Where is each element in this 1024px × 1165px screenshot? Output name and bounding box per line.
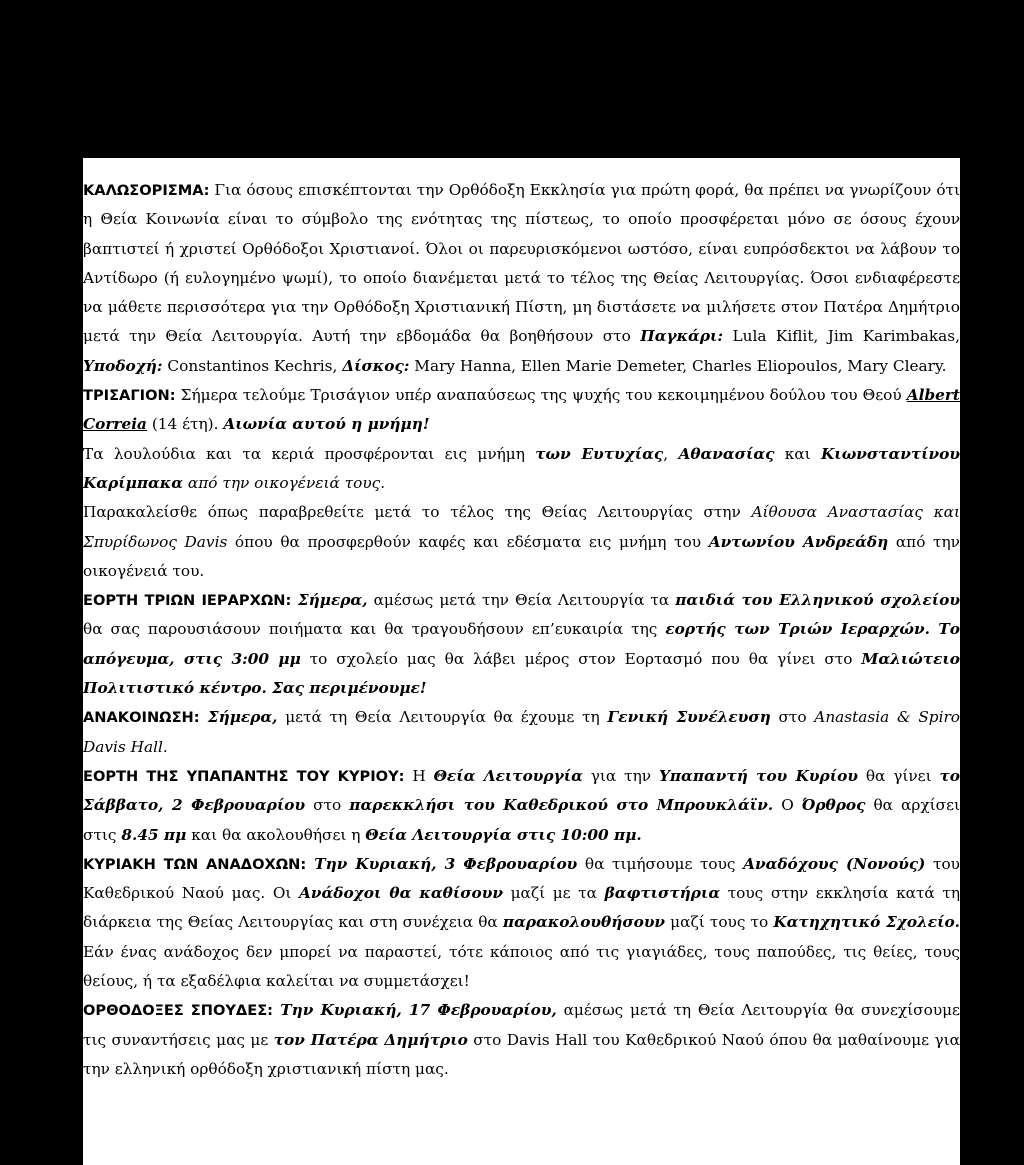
flowers-sep-2: και xyxy=(774,444,822,463)
godparents-attend: παρακολουθήσουν xyxy=(502,913,666,932)
coffee-text: Παρακαλείσθε όπως παραβρεθείτε μετά το τέλος της Θείας Λειτουργίας στην xyxy=(83,503,752,522)
godparents-heading: ΚΥΡΙΑΚΗ ΤΩΝ ΑΝΑΔΟΧΩΝ: xyxy=(83,855,307,873)
diskos-names: Mary Hanna, Ellen Marie Demeter, Charles Eliopoulos, Mary Cleary. xyxy=(409,356,947,375)
godparents-text-5: μαζί τους το xyxy=(665,913,774,932)
bulletin-content xyxy=(83,176,960,1084)
presentation-date: το Σάββατο, 2 Φεβρουαρίου xyxy=(83,766,960,815)
presentation-text-5: Ο xyxy=(773,796,802,815)
welcome-paragraph xyxy=(83,176,960,381)
godparents-text-6: Εάν ένας ανάδοχος δεν μπορεί να παραστεί, τότε κάποιος από τις γιαγιάδες, τους παπούδες, τις θείες, τους θείους, ή τα εξαδέλφια καλείται να συμμετάσχει! xyxy=(83,942,960,991)
coffee-name: Αντωνίου Ανδρεάδη xyxy=(708,532,889,551)
deceased-name: Albert Correia xyxy=(83,386,960,434)
announcement-today: Σήμερα, xyxy=(199,708,278,727)
three-hierarchs-afternoon: Το απόγευμα, στις 3:00 μμ xyxy=(83,620,960,668)
header-bar xyxy=(83,103,960,158)
flowers-sep-1: , xyxy=(663,444,679,463)
presentation-heading: ΕΟΡΤΗ ΤΗΣ ΥΠΑΠΑΝΤΗΣ ΤΟΥ ΚΥΡΙΟΥ: xyxy=(83,767,405,785)
presentation-liturgy-time: Θεία Λειτουργία στις 10:00 πμ. xyxy=(365,825,642,844)
coffee-text-3: από την οικογένειά του. xyxy=(83,532,960,580)
diskos-label: Δίσκος: xyxy=(342,356,410,375)
presentation-orthros: Όρθρος xyxy=(801,796,866,815)
cultural-center: Μαλιώτειο Πολιτιστικό κέντρο. Σας περιμένουμε! xyxy=(83,649,960,698)
pangari-label: Παγκάρι: xyxy=(640,327,724,346)
presentation-text: Η xyxy=(404,766,434,785)
presentation-text-7: και θα ακολουθήσει η xyxy=(186,825,366,844)
three-hierarchs-text-3: το σχολείο μας θα λάβει μέρος στον Εορτασμό που θα γίνει στο xyxy=(300,649,862,668)
godparents-text-3: μαζί με τα xyxy=(502,884,605,903)
announcement-text: μετά τη Θεία Λειτουργία θα έχουμε τη xyxy=(277,708,608,727)
three-hierarchs-today: Σήμερα, xyxy=(291,591,368,610)
three-hierarchs-heading: ΕΟΡΤΗ ΤΡΙΩΝ ΙΕΡΑΡΧΩΝ: xyxy=(83,592,292,610)
trisagion-age: (14 έτη). xyxy=(146,415,224,434)
coffee-paragraph xyxy=(83,498,960,586)
flowers-paragraph xyxy=(83,440,960,499)
presentation-chapel: παρεκκλήσι του Καθεδρικού στο Μπρουκλάϊν. xyxy=(349,796,774,815)
godparents-paragraph xyxy=(83,850,960,996)
ypodoxi-label: Υποδοχή: xyxy=(83,356,163,375)
bulletin-page xyxy=(83,103,960,1165)
godparents-text: θα τιμήσουμε τους xyxy=(577,854,744,873)
studies-father: τον Πατέρα Δημήτριο xyxy=(273,1030,468,1049)
flowers-name-2: Αθανασίας xyxy=(678,444,775,463)
presentation-text-2: για την xyxy=(582,766,659,785)
trisagion-heading: ΤΡΙΣΑΓΙΟΝ: xyxy=(83,387,176,405)
godparents-sit: Ανάδοχοι θα καθίσουν xyxy=(299,884,503,903)
flowers-name-1: των Ευτυχίας xyxy=(535,444,664,463)
announcement-paragraph xyxy=(83,703,960,762)
coffee-hall: Αίθουσα Αναστασίας και Σπυρίδωνος Davis xyxy=(83,503,960,551)
welcome-text: Για όσους επισκέπτονται την Ορθόδοξη Εκκλησία για πρώτη φορά, θα πρέπει να γνωρίζουν ότι η Θεία Κοινωνία είναι το σύμβολο της ενότητας της πίστεως, το οποίο προσφέρεται μόνο σε όσους έχουν βαπτιστεί ή χριστεί Ορθόδοξοι Χριστιανοί. Όλοι οι παρευρισκόμενοι ωστόσο, είναι ευπρόσδεκτοι να λάβουν το Αντίδωρο (ή ευλογημένο ψωμί), το οποίο διανέμεται μετά το τέλος της Θείας Λειτουργίας. Όσοι ενδιαφέρεστε να μάθετε περισσότερα για την Ορθόδοξη Χριστιανική Πίστη, μη διστάσετε να μιλήσετε στον Πατέρα Δημήτριο μετά την Θεία Λειτουργία. Αυτή την εβδομάδα θα βοηθήσουν στο xyxy=(83,181,960,346)
welcome-heading: ΚΑΛΩΣΟΡΙΣΜΑ: xyxy=(83,182,210,199)
trisagion-text: Σήμερα τελούμε Τρισάγιον υπέρ αναπαύσεως της ψυχής του κεκοιμημένου δούλου του Θεού xyxy=(175,386,907,405)
announcement-text-2: στο xyxy=(770,708,815,727)
presentation-text-4: στο xyxy=(305,796,350,815)
pangari-names: Lula Kiflit, Jim Karimbakas, xyxy=(723,327,960,346)
three-hierarchs-text-2: θα σας παρουσιάσουν ποιήματα και θα τραγουδήσουν επ’ευκαιρία της xyxy=(83,620,666,639)
greek-school-children: παιδιά του Ελληνικού σχολείου xyxy=(675,591,960,610)
flowers-name-3: Κιωνσταντίνου Καρίμπακα xyxy=(83,444,960,492)
general-assembly: Γενική Συνέλευση xyxy=(607,708,771,727)
presentation-text-6: θα αρχίσει στις xyxy=(83,796,960,844)
godparents-text-4: τους στην εκκλησία κατά τη διάρκεια της Θείας Λειτουργίας και στη συνέχεια θα xyxy=(83,884,960,932)
presentation-paragraph xyxy=(83,762,960,850)
catechism-school: Κατηχητικό Σχολείο. xyxy=(773,913,960,932)
godparents-name: Αναδόχους (Νονούς) xyxy=(743,854,926,873)
announcement-heading: ΑΝΑΚΟΙΝΩΣΗ: xyxy=(83,709,200,727)
flowers-text: Τα λουλούδια και τα κεριά προσφέρονται εις μνήμη xyxy=(83,444,536,463)
flowers-family: από την οικογένειά τους. xyxy=(183,473,386,492)
godchildren: βαφτιστήρια xyxy=(604,884,721,903)
studies-text: αμέσως μετά τη Θεία Λειτουργία θα συνεχίσουμε τις συναντήσεις μας με xyxy=(83,1001,960,1049)
godparents-text-2: του Καθεδρικού Ναού μας. Οι xyxy=(83,854,960,903)
coffee-text-2: όπου θα προσφερθούν καφές και εδέσματα εις μνήμη του xyxy=(227,532,709,551)
studies-heading: ΟΡΘΟΔΟΞΕΣ ΣΠΟΥΔΕΣ: xyxy=(83,1002,273,1020)
three-hierarchs-paragraph xyxy=(83,586,960,703)
presentation-liturgy: Θεία Λειτουργία xyxy=(433,766,583,785)
announcement-hall: Anastasia & Spiro Davis Hall. xyxy=(83,708,961,756)
presentation-feast: Υπαπαντή του Κυρίου xyxy=(658,766,858,785)
studies-text-2: στο Davis Hall του Καθεδρικού Ναού όπου θα μαθαίνουμε για την ελληνική ορθόδοξη χριστιανική πίστη μας. xyxy=(83,1030,960,1078)
presentation-text-3: θα γίνει xyxy=(857,766,940,785)
three-hierarchs-feast: εορτής των Τριών Ιεραρχών. xyxy=(665,620,930,639)
three-hierarchs-text: αμέσως μετά την Θεία Λειτουργία τα xyxy=(367,591,676,610)
trisagion-paragraph xyxy=(83,381,960,440)
studies-date: Την Κυριακή, 17 Φεβρουαρίου, xyxy=(273,1001,557,1020)
presentation-time-1: 8.45 πμ xyxy=(121,825,187,844)
ypodoxi-names: Constantinos Kechris, xyxy=(162,356,343,375)
studies-paragraph xyxy=(83,996,960,1084)
godparents-date: Την Κυριακή, 3 Φεβρουαρίου xyxy=(306,854,578,873)
memory-eternal: Αιωνία αυτού η μνήμη! xyxy=(223,415,430,434)
